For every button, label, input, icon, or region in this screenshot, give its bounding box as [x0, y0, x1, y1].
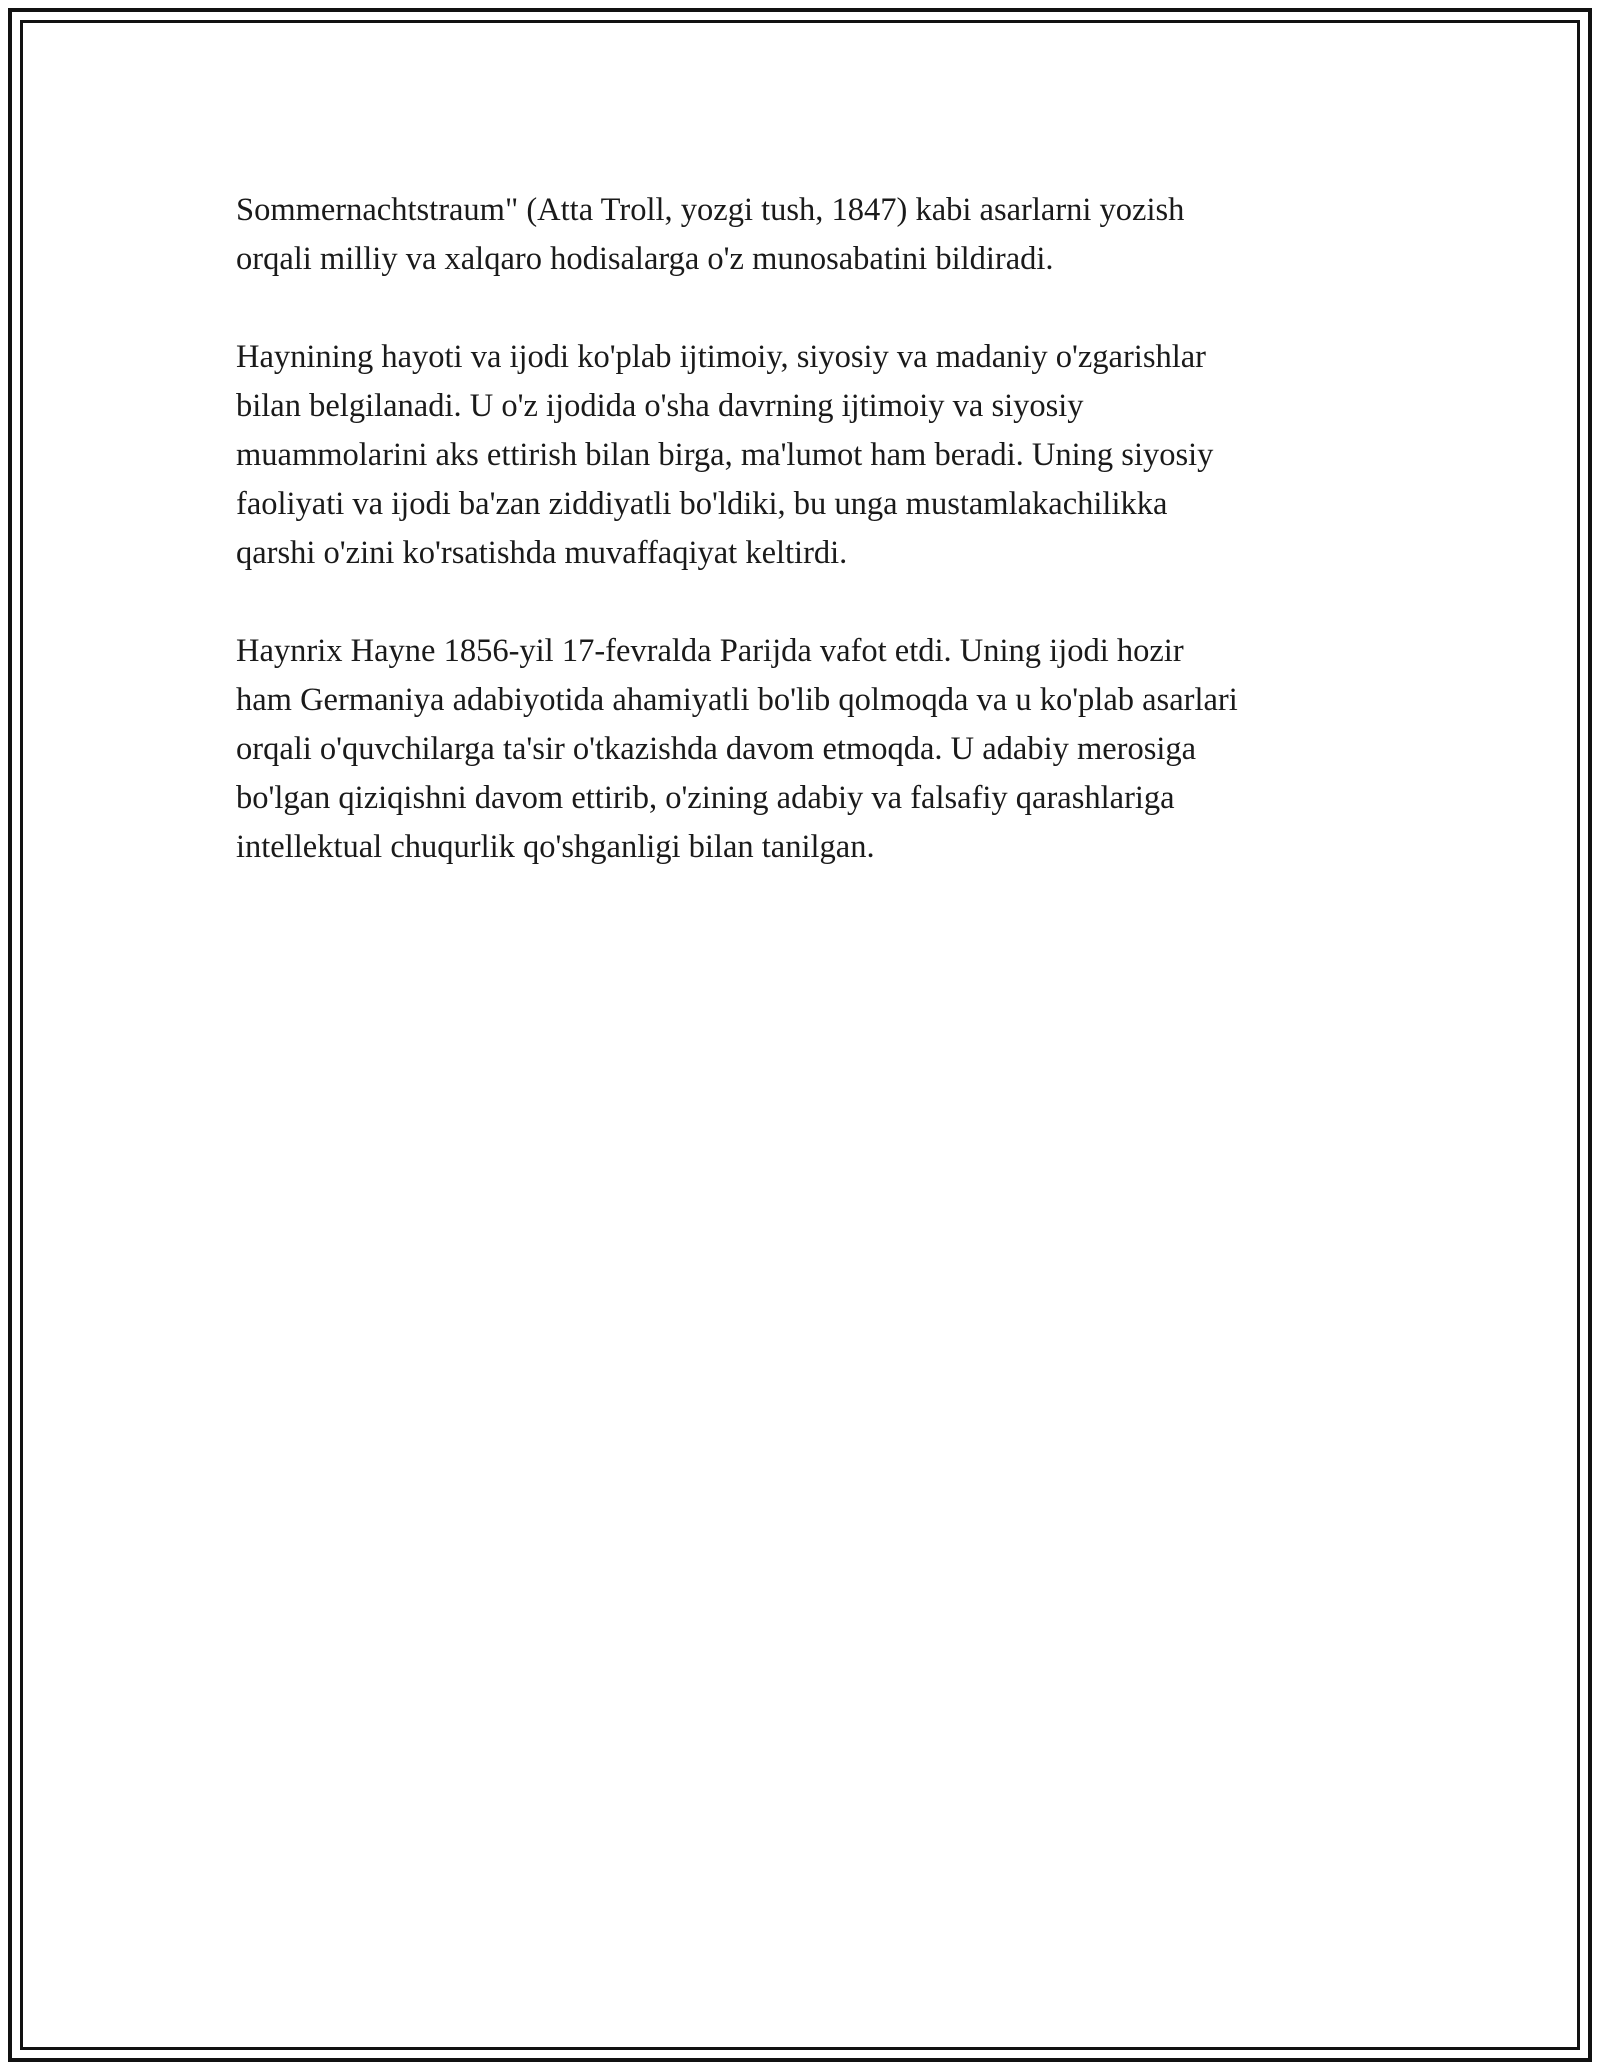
paragraph-1	[236, 186, 1386, 284]
text-line: Haynining hayoti va ijodi ko'plab ijtimoiy, siyosiy va madaniy o'zgarishlar	[236, 339, 1207, 375]
text-line: qarshi o'zini ko'rsatishda muvaffaqiyat keltirdi.	[236, 535, 848, 571]
text-line: ham Germaniya adabiyotida ahamiyatli bo'lib qolmoqda va u ko'plab asarlari	[236, 682, 1238, 718]
paragraph-3	[236, 627, 1386, 872]
text-line: Sommernachtstraum" (Atta Troll, yozgi tush, 1847) kabi asarlarni yozish	[236, 192, 1185, 228]
paragraph-2	[236, 333, 1386, 578]
text-line: orqali milliy va xalqaro hodisalarga o'z munosabatini bildiradi.	[236, 241, 1054, 277]
document-body	[236, 186, 1386, 921]
text-line: bo'lgan qiziqishni davom ettirib, o'zining adabiy va falsafiy qarashlariga	[236, 780, 1175, 816]
text-line: orqali o'quvchilarga ta'sir o'tkazishda davom etmoqda. U adabiy merosiga	[236, 731, 1197, 767]
text-line: intellektual chuqurlik qo'shganligi bilan tanilgan.	[236, 829, 875, 865]
text-line: Haynrix Hayne 1856-yil 17-fevralda Parijda vafot etdi. Uning ijodi hozir	[236, 633, 1184, 669]
text-line: muammolarini aks ettirish bilan birga, ma'lumot ham beradi. Uning siyosiy	[236, 437, 1214, 473]
text-line: bilan belgilanadi. U o'z ijodida o'sha davrning ijtimoiy va siyosiy	[236, 388, 1084, 424]
text-line: faoliyati va ijodi ba'zan ziddiyatli bo'ldiki, bu unga mustamlakachilikka	[236, 486, 1168, 522]
